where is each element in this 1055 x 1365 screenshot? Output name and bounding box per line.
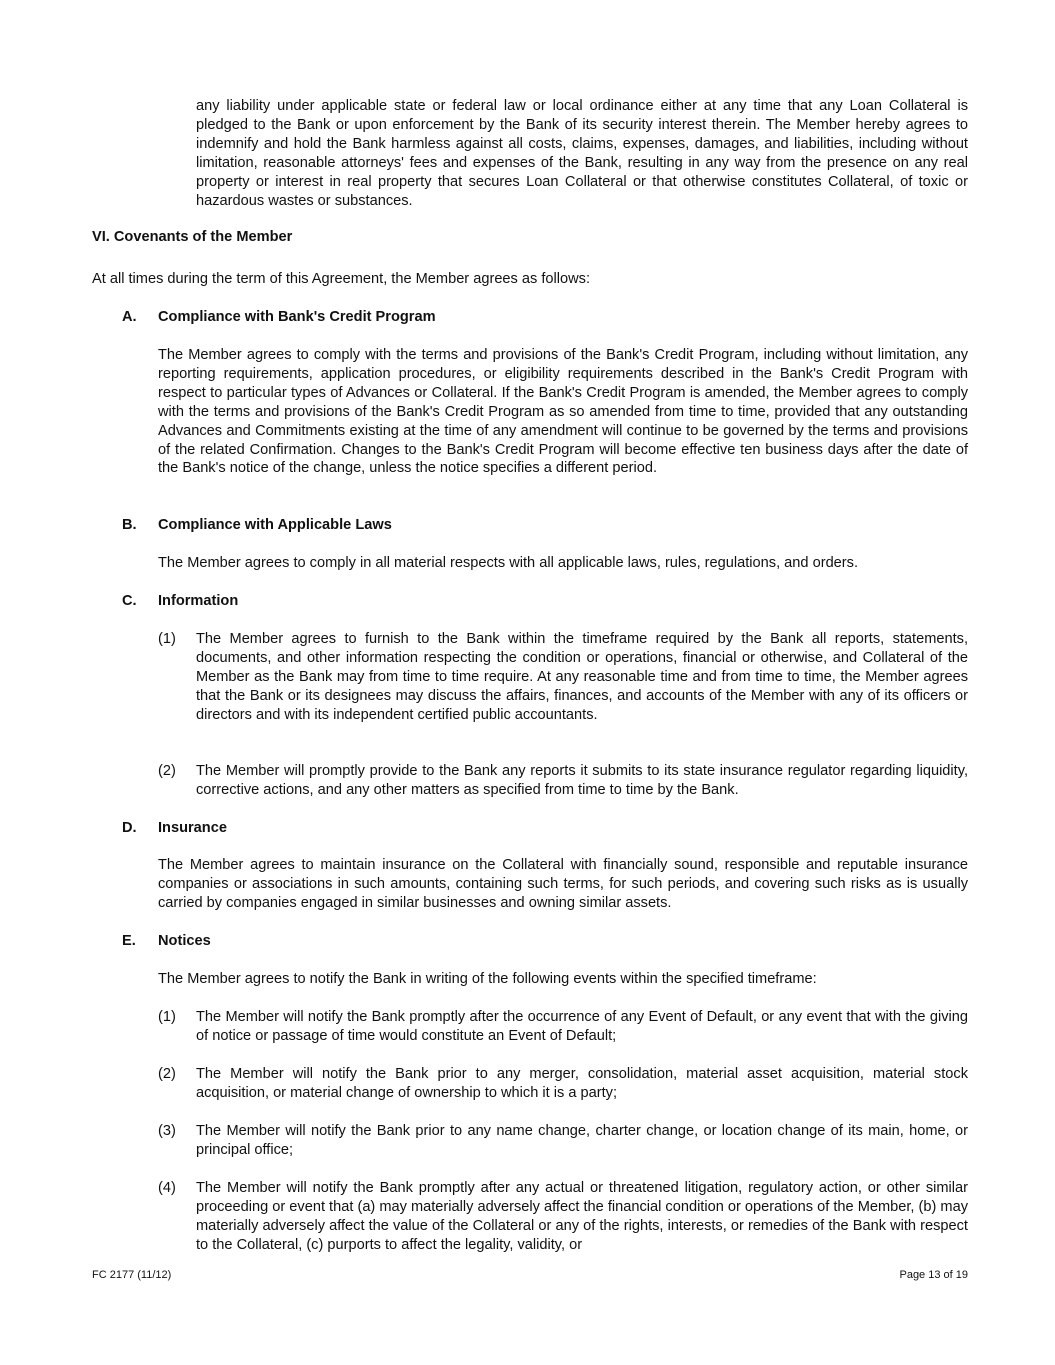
subsection-b-text: The Member agrees to comply in all material respects with all applicable laws, rules, regulations, and orders. [158, 555, 859, 571]
subsection-d-text: The Member agrees to maintain insurance on the Collateral with financially sound, responsible and reputable insurance companies or associations in such amounts, containing such terms, for such periods, and covering such risks as is usually carried by companies engaged in similar businesses and owning similar assets. [158, 857, 968, 911]
subsection-d-letter: D. [122, 820, 137, 836]
list-item-number: (2) [158, 763, 176, 779]
subsection-c-letter: C. [122, 593, 137, 609]
list-item-text: The Member will notify the Bank prior to any name change, charter change, or location change of its main, home, or principal office; [196, 1123, 968, 1158]
section-lead: At all times during the term of this Agreement, the Member agrees as follows: [92, 271, 591, 287]
form-id: FC 2177 (11/12) [92, 1269, 172, 1281]
list-item-text: The Member will notify the Bank promptly after the occurrence of any Event of Default, or any event that with the giving of notice or passage of time would constitute an Event of Default; [196, 1009, 968, 1044]
list-item-number: (2) [158, 1066, 176, 1082]
subsection-a-letter: A. [122, 309, 137, 325]
subsection-b-title: Compliance with Applicable Laws [158, 517, 392, 533]
list-item-number: (3) [158, 1123, 176, 1139]
list-item-number: (4) [158, 1180, 176, 1196]
page-number: Page 13 of 19 [899, 1269, 968, 1281]
subsection-e-letter: E. [122, 933, 136, 949]
subsection-e-title: Notices [158, 933, 211, 949]
section-title: VI. Covenants of the Member [92, 229, 293, 245]
list-item-text: The Member will promptly provide to the Bank any reports it submits to its state insurance regulator regarding liquidity, corrective actions, and any other matters as specified from time to time by the Bank. [196, 763, 968, 798]
list-item-text: The Member will notify the Bank promptly after any actual or threatened litigation, regulatory action, or other similar proceeding or event that (a) may materially adversely affect the financial condition or operations of the Member, (b) may materially adversely affect the value of the Collateral or any of the rights, interests, or remedies of the Bank with respect to the Collateral, (c) purports to affect the legality, validity, or [196, 1180, 968, 1253]
subsection-a-title: Compliance with Bank's Credit Program [158, 309, 436, 325]
list-item-number: (1) [158, 631, 176, 647]
subsection-c-title: Information [158, 593, 239, 609]
list-item-text: The Member will notify the Bank prior to any merger, consolidation, material asset acquisition, material stock acquisition, or material change of ownership to which it is a party; [196, 1066, 968, 1101]
subsection-b-letter: B. [122, 517, 137, 533]
list-item-number: (1) [158, 1009, 176, 1025]
intro-paragraph: any liability under applicable state or federal law or local ordinance either at any time that any Loan Collateral is pledged to the Bank or upon enforcement by the Bank of its security interest therein. The Member hereby agrees to indemnify and hold the Bank harmless against all costs, claims, expenses, damages, and liabilities, including without limitation, reasonable attorneys' fees and expenses of the Bank, resulting in any way from the presence on any real property or interest in real property that secures Loan Collateral or that otherwise constitutes Collateral, of toxic or hazardous wastes or substances. [196, 98, 968, 209]
list-item-text: The Member agrees to furnish to the Bank within the timeframe required by the Bank all reports, statements, documents, and other information respecting the condition or operations, financial or otherwise, and Collateral of the Member as the Bank may from time to time require. At any reasonable time and from time to time, the Member agrees that the Bank or its designees may discuss the affairs, finances, and accounts of the Member with any of its officers or directors and with its independent certified public accountants. [196, 631, 968, 723]
subsection-e-text: The Member agrees to notify the Bank in writing of the following events within the specified timeframe: [158, 971, 817, 987]
subsection-d-title: Insurance [158, 820, 227, 836]
subsection-a-text: The Member agrees to comply with the terms and provisions of the Bank's Credit Program, including without limitation, any reporting requirements, application procedures, or eligibility requirements described in the Bank's Credit Program with respect to particular types of Advances or Collateral. If the Bank's Credit Program is amended, the Member agrees to comply with the terms and provisions of the Bank's Credit Program as so amended from time to time, provided that any outstanding Advances and Commitments existing at the time of any amendment will continue to be governed by the terms and provisions of the related Confirmation. Changes to the Bank's Credit Program will become effective ten business days after the date of the Bank's notice of the change, unless the notice specifies a different period. [158, 347, 968, 477]
